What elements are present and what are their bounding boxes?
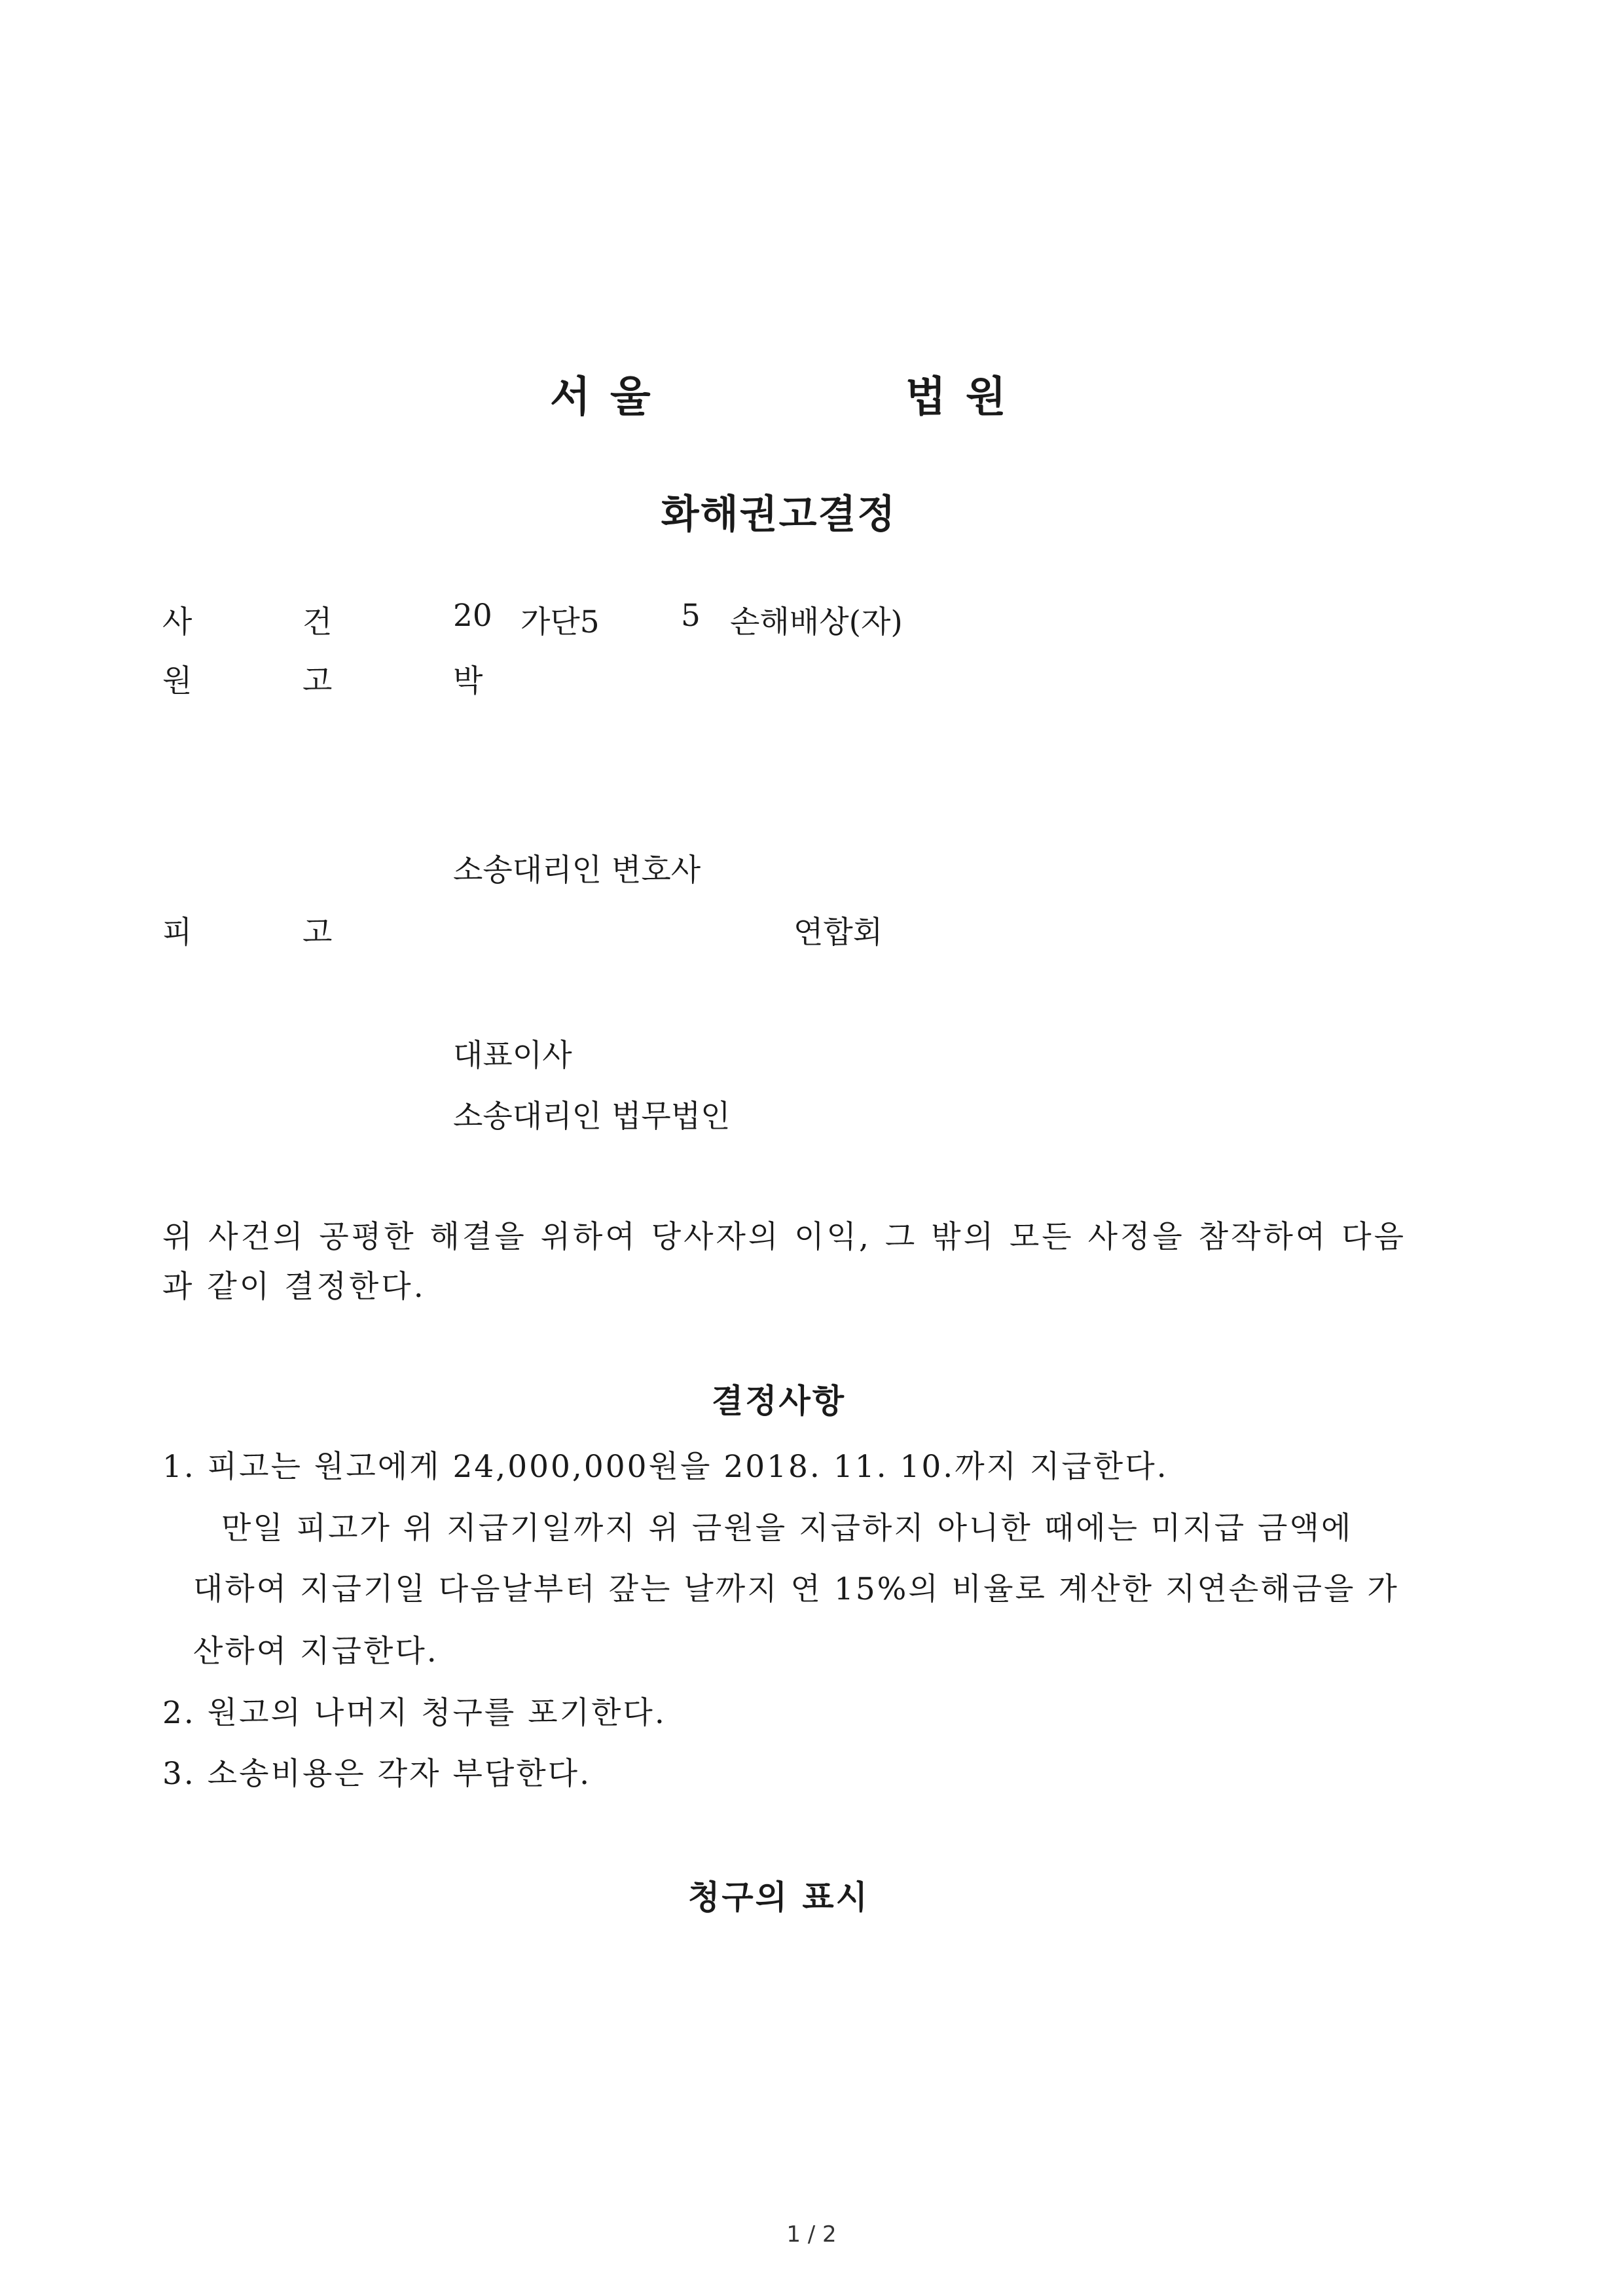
defendant-representative: 대표이사 xyxy=(453,1038,572,1074)
decision-item-2: 2. 원고의 나머지 청구를 포기한다. xyxy=(162,1695,666,1731)
decision-item-3: 3. 소송비용은 각자 부담한다. xyxy=(162,1756,592,1792)
court-name-right: 법원 xyxy=(905,373,1026,422)
plaintiff-label-char-2: 고 xyxy=(302,663,333,699)
case-label-char-1: 사 xyxy=(162,604,192,640)
defendant-counsel: 소송대리인 법무법인 xyxy=(453,1099,731,1135)
page-number: 1 / 2 xyxy=(786,2221,837,2248)
intro-paragraph: 위 사건의 공평한 해결을 위하여 당사자의 이익, 그 밖의 모든 사정을 참작하여 다음과 같이 결정한다. xyxy=(162,1219,1406,1305)
plaintiff-name: 박 xyxy=(453,663,483,699)
document-title: 화해권고결정 xyxy=(661,492,897,538)
defendant-label-char-2: 고 xyxy=(302,915,333,951)
case-number-year: 20 xyxy=(453,598,492,634)
decision-item-1-continuation: 만일 피고가 위 지급기일까지 위 금원을 지급하지 아니한 때에는 미지급 금액에 xyxy=(221,1510,1353,1546)
decision-item-1-continuation: 산하여 지급한다. xyxy=(193,1633,439,1669)
court-name-left: 서울 xyxy=(550,373,670,422)
case-label-char-2: 건 xyxy=(302,604,333,640)
decision-heading: 결정사항 xyxy=(711,1381,847,1420)
case-number-type: 가단5 xyxy=(520,604,600,640)
defendant-name: 연합회 xyxy=(793,915,883,951)
defendant-label-char-1: 피 xyxy=(162,915,192,951)
claim-heading: 청구의 표시 xyxy=(688,1878,869,1916)
case-name: 손해배상(자) xyxy=(730,604,903,640)
plaintiff-counsel: 소송대리인 변호사 xyxy=(453,852,701,888)
decision-item-1-continuation: 대하여 지급기일 다음날부터 갚는 날까지 연 15%의 비율로 계산한 지연손해금을 가 xyxy=(193,1571,1399,1607)
decision-item-1: 1. 피고는 원고에게 24,000,000원을 2018. 11. 10.까지 지급한다. xyxy=(162,1449,1169,1485)
plaintiff-label-char-1: 원 xyxy=(162,663,192,699)
case-number-tail: 5 xyxy=(681,598,701,634)
